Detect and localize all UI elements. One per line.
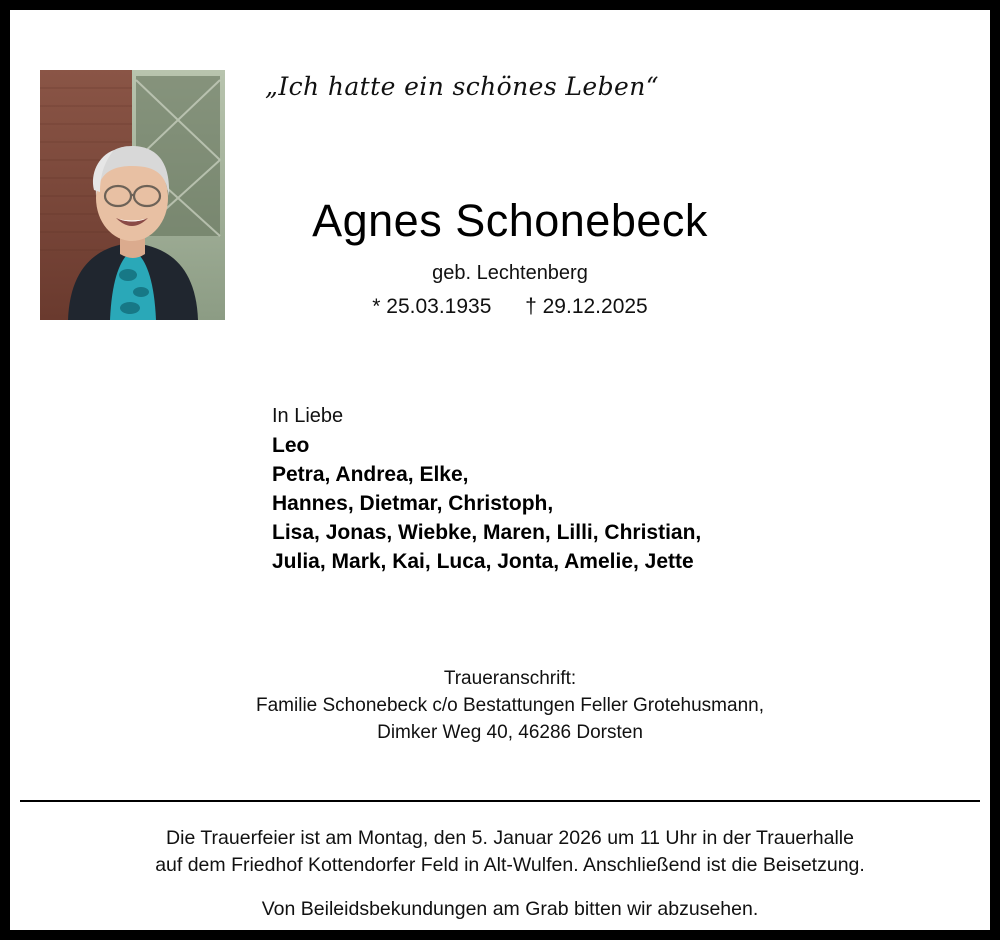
section-divider	[20, 800, 980, 802]
family-line: Leo	[272, 434, 310, 457]
service-details-block	[10, 825, 1000, 923]
birth-date: 25.03.1935	[386, 295, 492, 318]
family-block	[272, 402, 701, 576]
family-line: Julia, Mark, Kai, Luca, Jonta, Amelie, Jette	[272, 550, 694, 573]
service-line-1: Die Trauerfeier ist am Montag, den 5. Januar 2026 um 11 Uhr in der Trauerhalle	[166, 827, 854, 849]
maiden-name: geb. Lechtenberg	[432, 262, 588, 284]
death-symbol: †	[525, 295, 537, 318]
family-line: Hannes, Dietmar, Christoph,	[272, 492, 554, 515]
death-date: 29.12.2025	[542, 295, 648, 318]
address-line-2: Dimker Weg 40, 46286 Dorsten	[377, 722, 643, 743]
address-line-1: Familie Schonebeck c/o Bestattungen Feller Grotehusmann,	[256, 695, 764, 716]
life-dates	[10, 295, 1000, 319]
service-note: Von Beileidsbekundungen am Grab bitten wir abzusehen.	[261, 898, 759, 920]
family-line: Petra, Andrea, Elke,	[272, 463, 469, 486]
obituary-inner	[10, 10, 990, 930]
address-label: Traueranschrift:	[443, 668, 577, 689]
service-line-2: auf dem Friedhof Kottendorfer Feld in Alt-Wulfen. Anschließend ist die Beisetzung.	[155, 854, 865, 876]
family-intro: In Liebe	[272, 405, 344, 427]
quote-text: „Ich hatte ein schönes Leben“	[265, 72, 659, 101]
birth-symbol: *	[372, 295, 381, 318]
mourning-address-block	[10, 665, 1000, 746]
header-section	[10, 10, 990, 330]
deceased-name: Agnes Schonebeck	[312, 195, 708, 246]
family-line: Lisa, Jonas, Wiebke, Maren, Lilli, Christian,	[272, 521, 702, 544]
